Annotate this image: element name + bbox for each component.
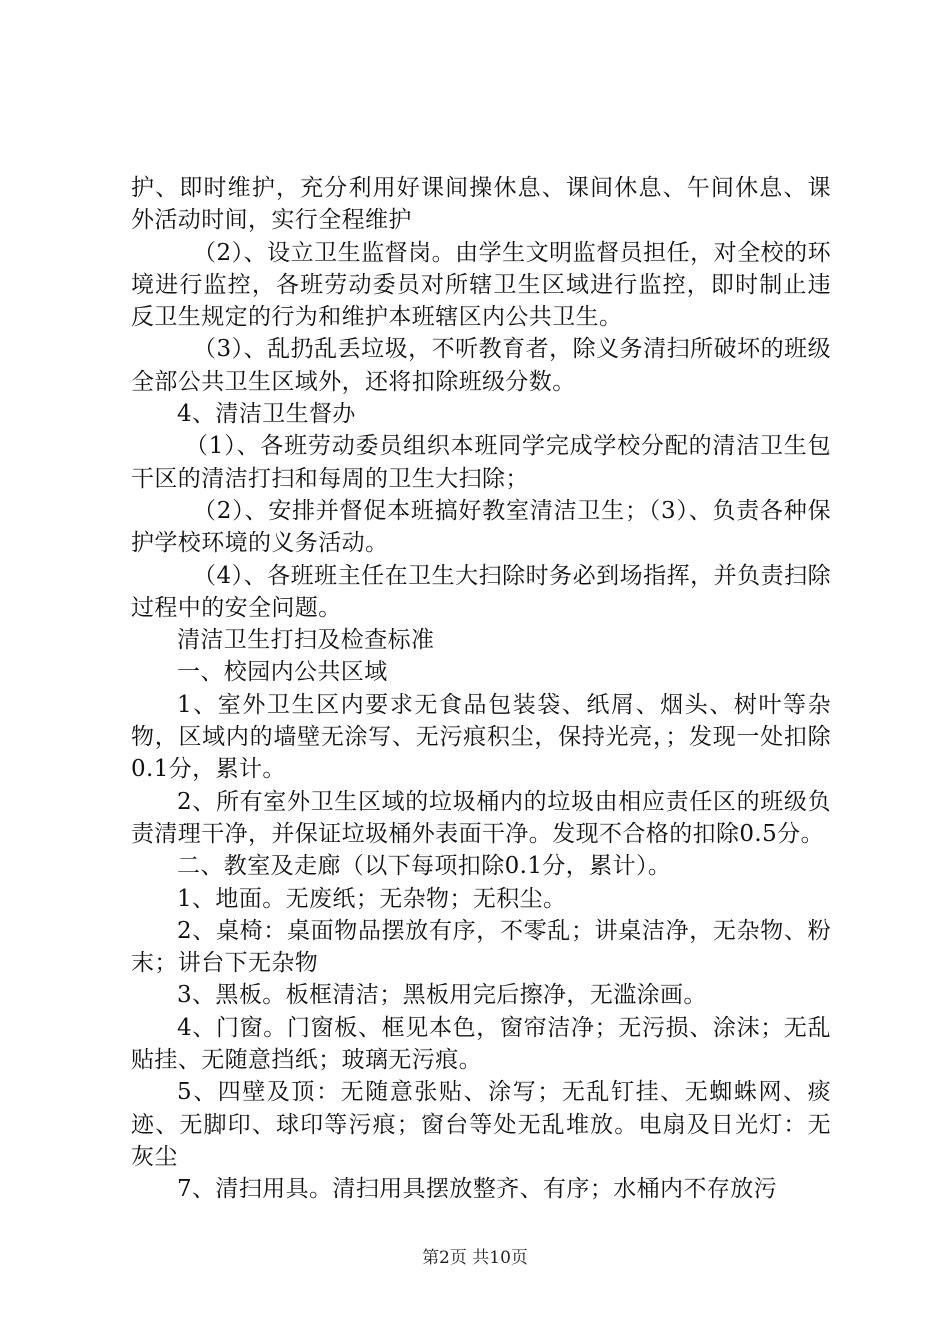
- paragraph: 护、即时维护，充分利用好课间操休息、课间休息、午间休息、课外活动时间，实行全程维护: [131, 175, 831, 234]
- paragraph: 3、黑板。板框清洁；黑板用完后擦净，无滥涂画。: [177, 982, 707, 1009]
- paragraph: 2、桌椅：桌面物品摆放有序，不零乱；讲桌洁净，无杂物、粉末；讲台下无杂物: [131, 917, 831, 977]
- document-body: [131, 172, 831, 1206]
- paragraph: 清洁卫生打扫及检查标准: [177, 627, 435, 654]
- paragraph: 7、清扫用具。清扫用具摆放整齐、有序；水桶内不存放污: [177, 1176, 778, 1203]
- paragraph: 5、四壁及顶：无随意张贴、涂写；无乱钉挂、无蜘蛛网、痰迹、无脚印、球印等污痕；窗台等处无乱堆放。电扇及日光灯：无灰尘: [131, 1079, 831, 1170]
- paragraph: （4）、各班班主任在卫生大扫除时务必到场指挥，并负责扫除过程中的安全问题。: [131, 562, 831, 621]
- paragraph: （1）、各班劳动委员组织本班同学完成学校分配的清洁卫生包干区的清洁打扫和每周的卫生大扫除；: [131, 433, 831, 492]
- paragraph: 2、所有室外卫生区域的垃圾桶内的垃圾由相应责任区的班级负责清理干净，并保证垃圾桶外表面干净。发现不合格的扣除0.5分。: [131, 788, 831, 847]
- paragraph: （2）、设立卫生监督岗。由学生文明监督员担任，对全校的环境进行监控，各班劳动委员对所辖卫生区域进行监控，即时制止违反卫生规定的行为和维护本班辖区内公共卫生。: [131, 239, 831, 331]
- paragraph: （3）、乱扔乱丢垃圾，不听教育者，除义务清扫所破坏的班级全部公共卫生区域外，还将扣除班级分数。: [131, 336, 831, 395]
- paragraph: 二、教室及走廊（以下每项扣除0.1分，累计）。: [177, 853, 672, 880]
- paragraph: 4、门窗。门窗板、框见本色，窗帘洁净；无污损、涂沫；无乱贴挂、无随意挡纸；玻璃无污痕。: [131, 1014, 831, 1074]
- page-number: 第2页 共10页: [422, 1248, 528, 1268]
- paragraph: 1、地面。无废纸；无杂物；无积尘。: [177, 885, 567, 912]
- paragraph: 1、室外卫生区内要求无食品包装袋、纸屑、烟头、树叶等杂物，区域内的墙壁无涂写、无污痕积尘，保持光亮，；发现一处扣除0.1分，累计。: [131, 691, 831, 783]
- paragraph: 4、清洁卫生督办: [177, 401, 356, 428]
- paragraph: （2）、安排并督促本班搞好教室清洁卫生；（3）、负责各种保护学校环境的义务活动。: [131, 497, 831, 557]
- paragraph: 一、校园内公共区域: [177, 659, 388, 686]
